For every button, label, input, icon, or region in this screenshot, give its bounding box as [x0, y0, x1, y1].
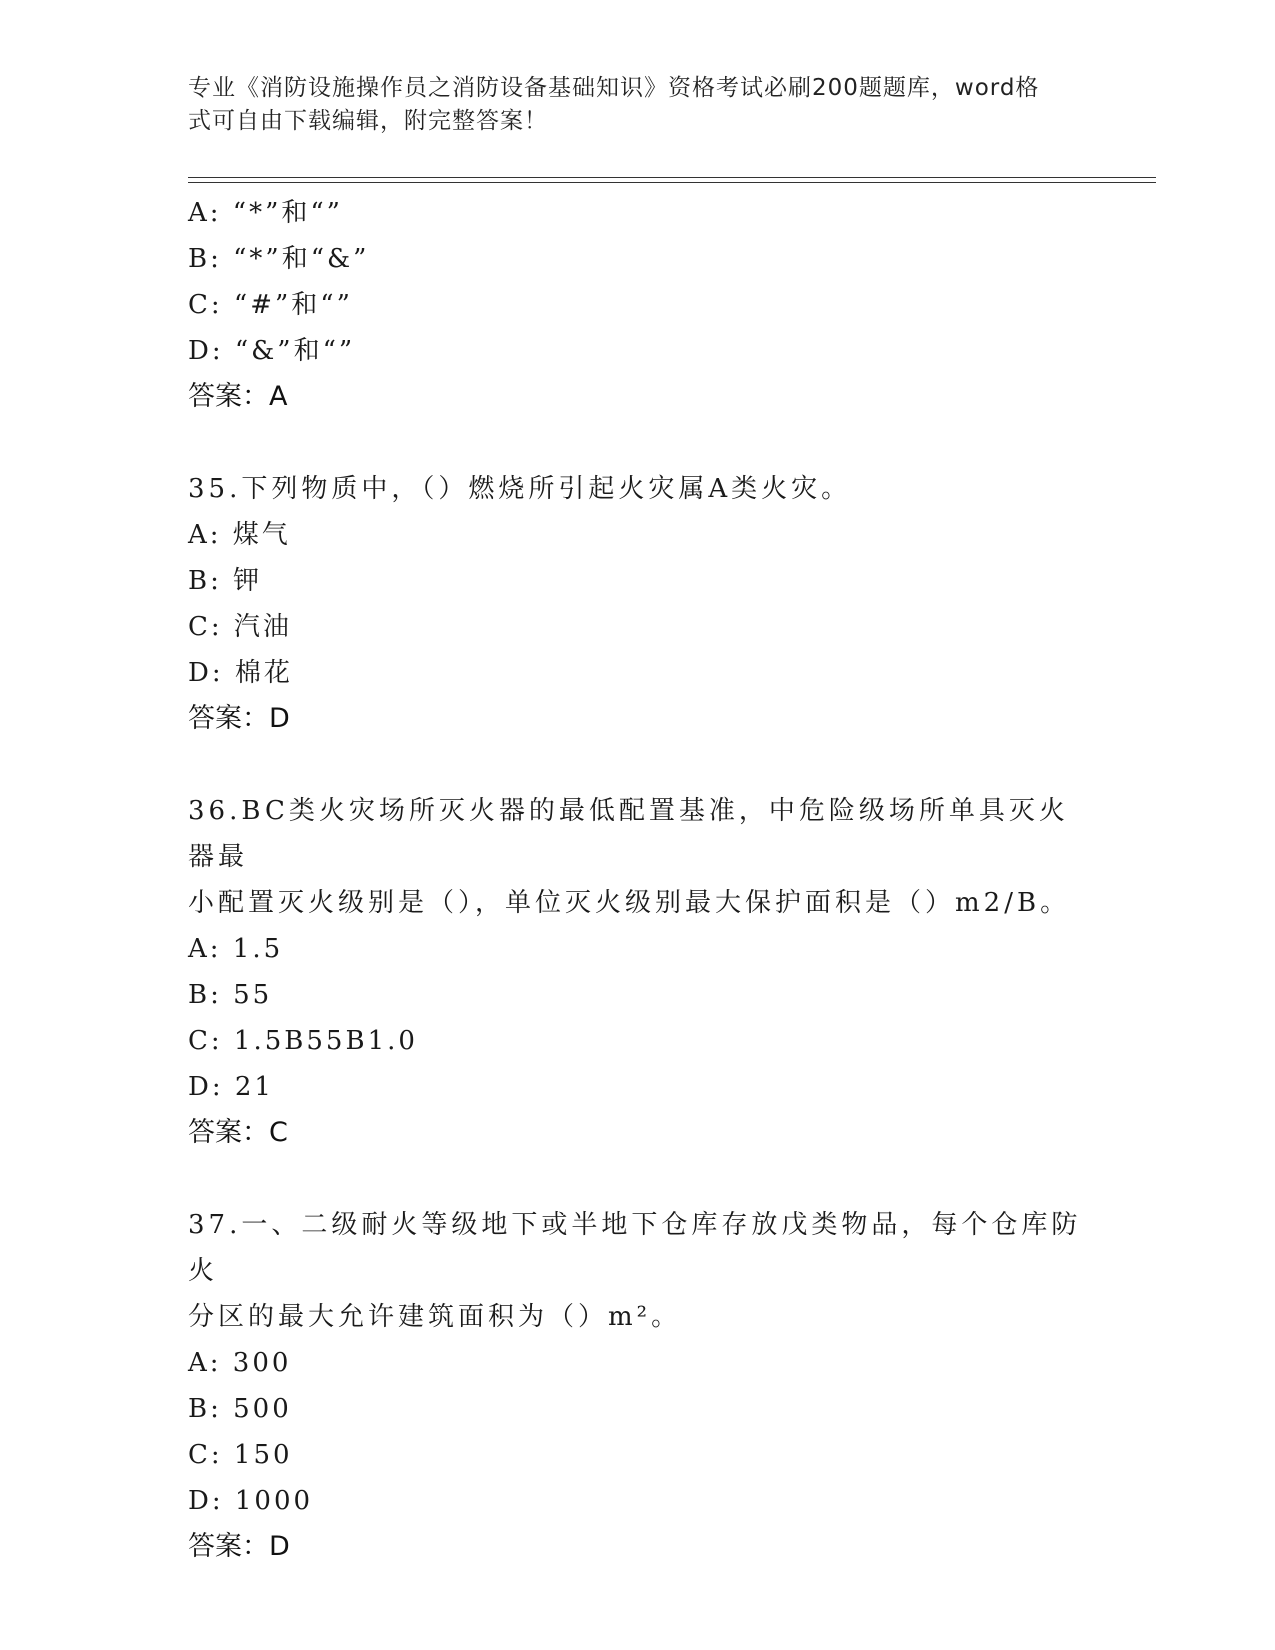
option-c: C: 150: [188, 1440, 293, 1470]
question-35: [188, 466, 1088, 742]
question-text-line-2: 小配置灭火级别是（），单位灭火级别最大保护面积是（）m2/B。: [188, 888, 1071, 918]
header-line-1: 专业《消防设施操作员之消防设备基础知识》资格考试必刷200题题库，word格: [188, 75, 1040, 101]
option-c: C: 汽油: [188, 612, 292, 642]
option-c: C: 1.5B55B1.0: [188, 1026, 418, 1056]
question-37: [188, 1202, 1088, 1570]
question-34: [188, 190, 1088, 420]
document-header: [188, 72, 1088, 138]
option-b: B: “*”和“&”: [188, 244, 370, 274]
answer: 答案：C: [188, 1117, 288, 1148]
answer: 答案：D: [188, 1531, 290, 1562]
question-text: 35.下列物质中，（）燃烧所引起火灾属A类火灾。: [188, 474, 852, 504]
option-a: A: 300: [188, 1348, 292, 1378]
question-text-line-1: 36.BC类火灾场所灭火器的最低配置基准，中危险级场所单具灭火器最: [188, 796, 1069, 872]
option-a: A: “*”和“”: [188, 198, 343, 228]
answer: 答案：A: [188, 381, 288, 412]
option-b: B: 500: [188, 1394, 292, 1424]
question-list: [188, 190, 1088, 1570]
option-b: B: 55: [188, 980, 273, 1010]
question-text-line-2: 分区的最大允许建筑面积为（）m²。: [188, 1302, 682, 1332]
header-line-2: 式可自由下载编辑，附完整答案！: [188, 108, 548, 134]
option-c: C: “#”和“”: [188, 290, 353, 320]
option-d: D: 1000: [188, 1486, 314, 1516]
header-divider-top: [188, 177, 1156, 178]
question-text-line-1: 37.一、二级耐火等级地下或半地下仓库存放戊类物品，每个仓库防火: [188, 1210, 1082, 1286]
option-d: D: “&”和“”: [188, 336, 356, 366]
header-divider-bottom: [188, 182, 1156, 183]
option-d: D: 棉花: [188, 658, 293, 688]
question-36: [188, 788, 1088, 1156]
option-a: A: 煤气: [188, 520, 291, 550]
option-b: B: 钾: [188, 566, 263, 596]
answer: 答案：D: [188, 703, 290, 734]
option-d: D: 21: [188, 1072, 274, 1102]
option-a: A: 1.5: [188, 934, 284, 964]
